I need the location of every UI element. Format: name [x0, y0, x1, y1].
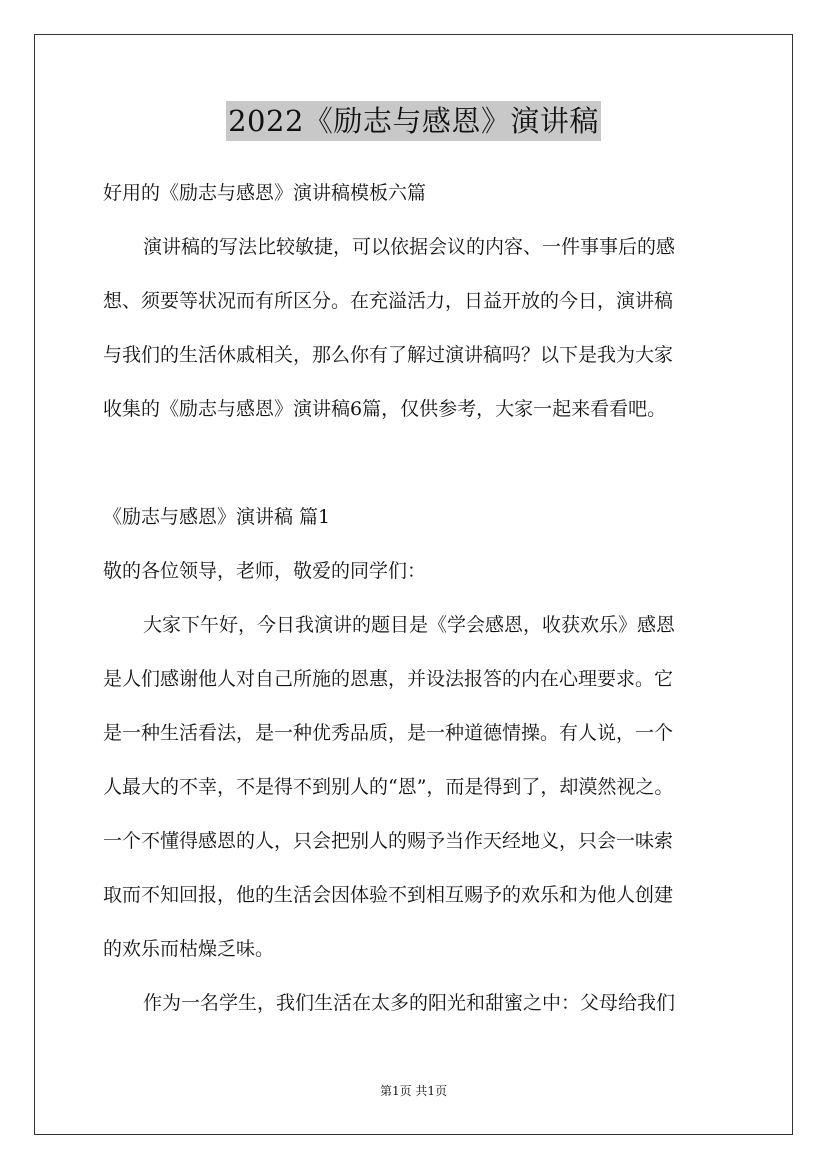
- title-container: [0, 101, 827, 141]
- body-line: 是人们感谢他人对自己所施的恩惠，并设法报答的内在心理要求。它: [103, 668, 674, 690]
- greeting: 敬的各位领导，老师，敬爱的同学们：: [103, 560, 427, 582]
- intro-line: 演讲稿的写法比较敏捷，可以依据会议的内容、一件事事后的感: [143, 236, 676, 258]
- body-line: 的欢乐而枯燥乏味。: [103, 938, 275, 960]
- document-title: 2022《励志与感恩》演讲稿: [226, 101, 601, 141]
- body-line: 人最大的不幸，不是得不到别人的“恩”，而是得到了，却漠然视之。: [103, 776, 674, 798]
- intro-line: 与我们的生活休戚相关，那么你有了解过演讲稿吗？以下是我为大家: [103, 344, 674, 366]
- body-line: 是一种生活看法，是一种优秀品质，是一种道德情操。有人说，一个: [103, 722, 674, 744]
- intro-line: 收集的《励志与感恩》演讲稿6篇，仅供参考，大家一起来看看吧。: [103, 398, 667, 420]
- intro-line: 想、须要等状况而有所区分。在充溢活力，日益开放的今日，演讲稿: [103, 290, 674, 312]
- body-line: 取而不知回报，他的生活会因体验不到相互赐予的欢乐和为他人创建: [103, 884, 674, 906]
- subtitle: 好用的《励志与感恩》演讲稿模板六篇: [103, 182, 427, 204]
- body-line: 作为一名学生，我们生活在太多的阳光和甜蜜之中：父母给我们: [143, 992, 676, 1014]
- body-line: 大家下午好，今日我演讲的题目是《学会感恩，收获欢乐》感恩: [143, 614, 676, 636]
- page-footer: 第1页 共1页: [379, 1084, 448, 1098]
- body-line: 一个不懂得感恩的人，只会把别人的赐予当作天经地义，只会一味索: [103, 830, 674, 852]
- section-heading: 《励志与感恩》演讲稿 篇1: [103, 506, 331, 528]
